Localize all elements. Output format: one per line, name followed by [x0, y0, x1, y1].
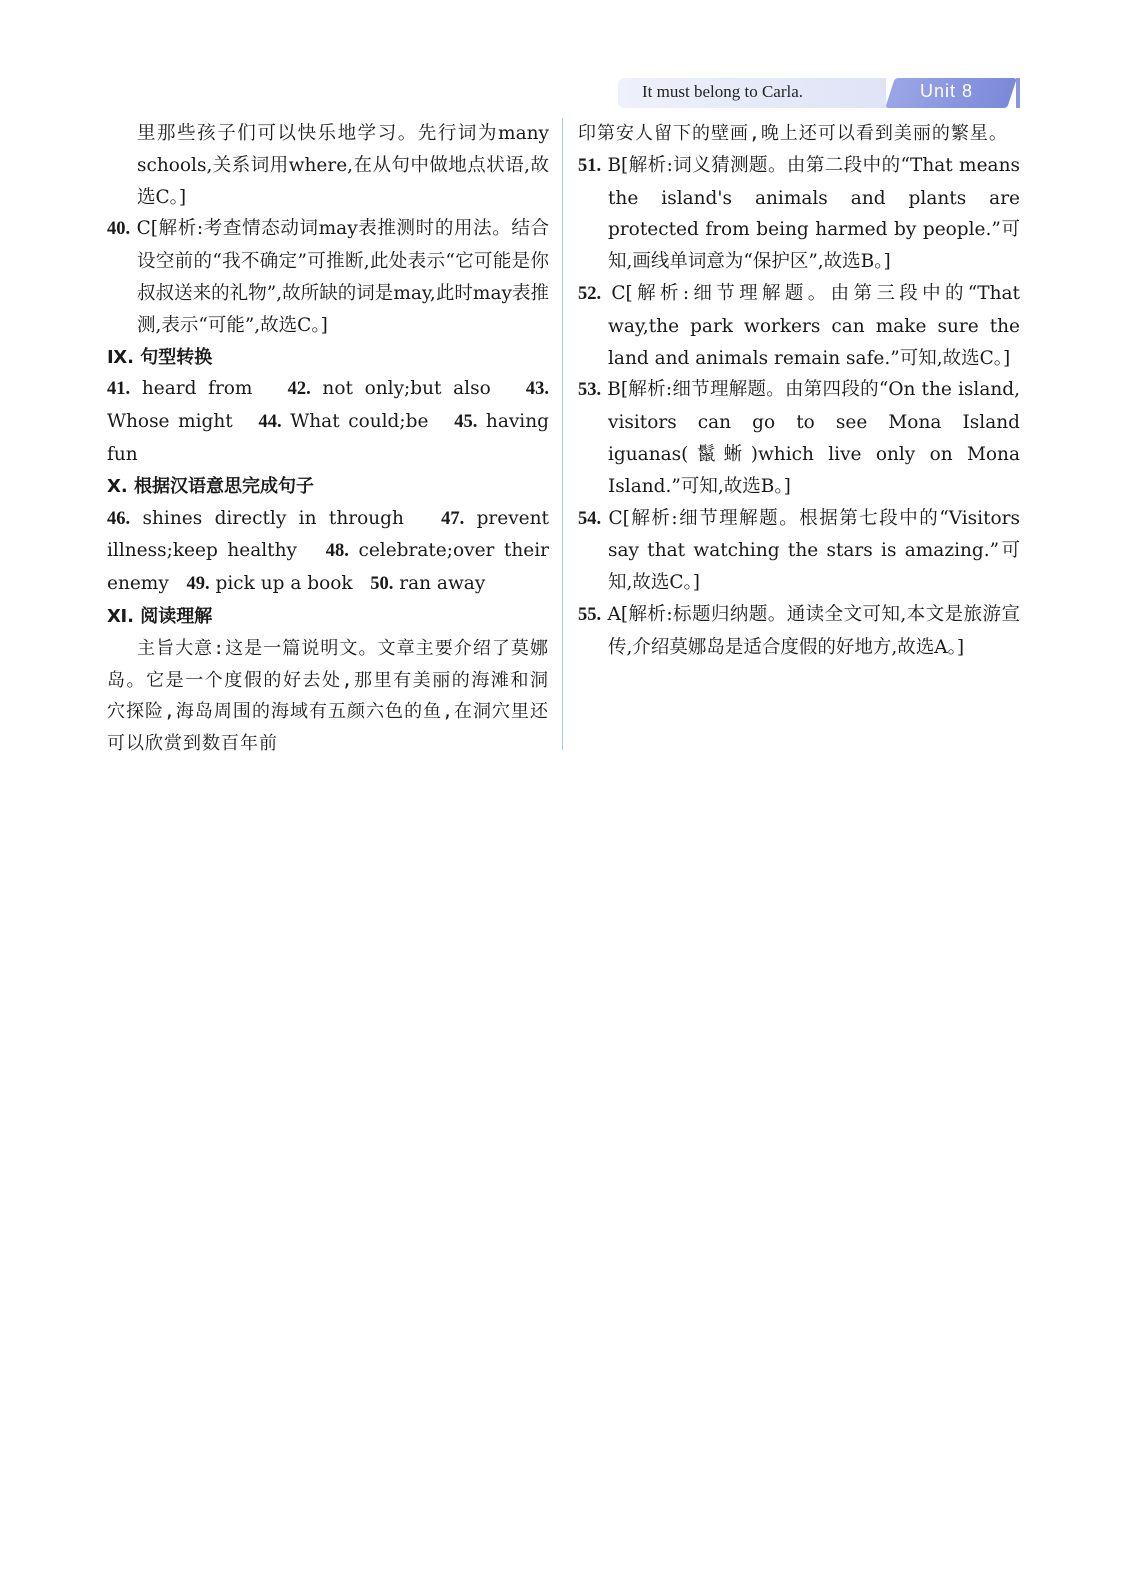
page-header	[618, 78, 1020, 108]
answer-text: A[解析:标题归纳题。通读全文可知,本文是旅游宣传,介绍莫娜岛是适合度假的好地方,故选A。]	[607, 603, 1020, 658]
question-number: 41.	[107, 379, 131, 400]
question-number: 52.	[578, 283, 602, 304]
section-heading-10: Ⅹ. 根据汉语意思完成句子	[107, 475, 314, 497]
left-column	[107, 118, 549, 760]
unit-label: Unit 8	[920, 81, 974, 101]
question-number: 44.	[258, 412, 282, 433]
answer-53	[578, 374, 1020, 502]
answer-text: Whose might	[107, 411, 233, 433]
answers-41-45	[107, 373, 549, 470]
answers-46-50	[107, 503, 549, 601]
answer-text: having fun	[107, 411, 549, 465]
answer-text: B[解析:词义猜测题。由第二段中的“That means the island's animals and plants are protected from being harmed by people.”可知,画线单词意为“保护区”,故选B。]	[607, 154, 1020, 273]
main-idea-summary-continuation: 印第安人留下的壁画,晚上还可以看到美丽的繁星。	[578, 123, 1008, 144]
question-number: 55.	[578, 604, 602, 625]
answer-text: B[解析:细节理解题。由第四段的“On the island, visitors can go to see Mona Island iguanas(鬣蜥)which live only on Mona Island.”可知,故选B。]	[607, 379, 1020, 497]
answer-39-continuation: 里那些孩子们可以快乐地学习。先行词为many schools,关系词用where,在从句中做地点状语,故选C。]	[137, 123, 549, 208]
question-number: 53.	[578, 380, 602, 401]
question-number: 40.	[107, 219, 131, 240]
question-number: 50.	[370, 574, 394, 595]
answer-52	[578, 278, 1020, 374]
question-number: 46.	[107, 508, 131, 529]
answer-text: C[解析:细节理解题。由第三段中的“That way,the park workers can make sure the land and animals remain safe.”可知,故选C。]	[608, 282, 1020, 369]
answer-55	[578, 599, 1020, 664]
answer-text: ran away	[399, 573, 486, 595]
section-heading-9: Ⅸ. 句型转换	[107, 346, 213, 368]
header-title: It must belong to Carla.	[642, 82, 804, 101]
question-number: 51.	[578, 155, 602, 176]
answer-text: heard from	[141, 378, 253, 400]
question-number: 48.	[325, 541, 349, 562]
answer-text: C[解析:细节理解题。根据第七段中的“Visitors say that watching the stars is amazing.”可知,故选C。]	[608, 507, 1020, 594]
answer-text: not only;but also	[322, 378, 491, 400]
header-accent-bar	[1016, 78, 1020, 108]
question-number: 43.	[525, 379, 549, 400]
main-idea-summary: 主旨大意:这是一篇说明文。文章主要介绍了莫娜岛。它是一个度假的好去处,那里有美丽的海滩和洞穴探险,海岛周围的海域有五颜六色的鱼,在洞穴里还可以欣赏到数百年前	[107, 637, 549, 755]
answer-40	[107, 213, 549, 341]
question-number: 47.	[441, 508, 465, 529]
right-column	[578, 118, 1020, 664]
answer-text: prevent illness;keep healthy	[107, 507, 549, 562]
question-number: 42.	[287, 379, 311, 400]
answer-54	[578, 503, 1020, 599]
answer-text: What could;be	[290, 411, 429, 433]
answer-text: shines directly in through	[142, 507, 404, 529]
question-number: 45.	[454, 412, 478, 433]
column-divider	[562, 118, 563, 750]
answer-text: pick up a book	[215, 573, 353, 595]
question-number: 54.	[578, 508, 602, 529]
question-number: 49.	[186, 574, 210, 595]
answer-text: C[解析:考查情态动词may表推测时的用法。结合设空前的“我不确定”可推断,此处表示“它可能是你叔叔送来的礼物”,故所缺的词是may,此时may表推测,表示“可能”,故选C。]	[136, 218, 549, 336]
answer-51	[578, 150, 1020, 278]
section-heading-11: Ⅺ. 阅读理解	[107, 605, 213, 627]
answer-text: celebrate;over their enemy	[107, 540, 549, 595]
